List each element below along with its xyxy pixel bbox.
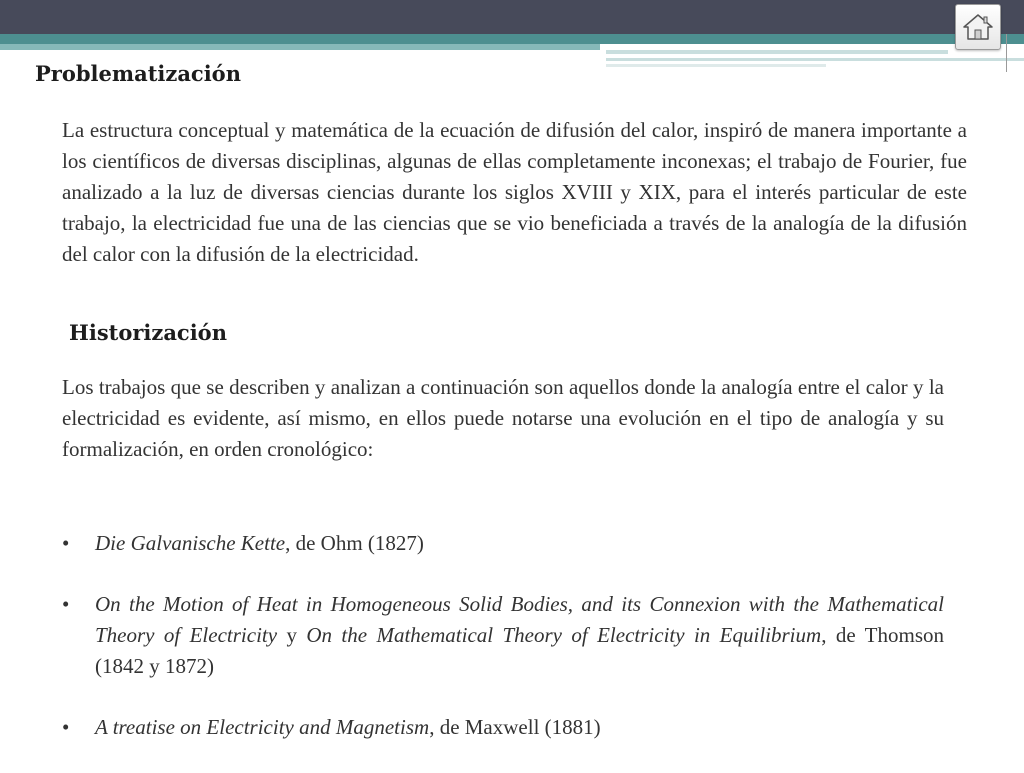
work-title: Die Galvanische Kette — [95, 531, 286, 555]
list-item — [62, 528, 944, 559]
conjunction: y — [277, 623, 307, 647]
heading-historizacion: Historización — [69, 320, 227, 345]
work-title: A treatise on Electricity and Magnetism — [95, 715, 430, 739]
work-title: On the Mathematical Theory of Electricity in Equilibrium — [306, 623, 822, 647]
header-accent-bar — [0, 34, 1024, 44]
decorative-line — [606, 64, 826, 67]
decorative-line — [606, 50, 948, 54]
heading-problematizacion: Problematización — [35, 61, 241, 86]
list-item — [62, 712, 944, 743]
work-author: , de Maxwell (1881) — [429, 715, 601, 739]
home-icon — [962, 11, 994, 43]
paragraph-historizacion: Los trabajos que se describen y analizan a continuación son aquellos donde la analogía entre el calor y la electricidad es evidente, así mismo, en ellos puede notarse una evolución en el tipo de analogía y su formalización, en orden cronológico: — [62, 375, 944, 461]
paragraph-problematizacion: La estructura conceptual y matemática de la ecuación de difusión del calor, inspiró de manera importante a los científicos de diversas disciplinas, algunas de ellas completamente inconexas; el trabajo de Fourier, fue analizado a la luz de diversas ciencias durante los siglos XVIII y XIX, para el interés particular de este trabajo, la electricidad fue una de las ciencias que se vio beneficiada a través de la analogía de la difusión del calor con la difusión de la electricidad. — [62, 118, 967, 266]
works-list — [62, 528, 944, 773]
decorative-line — [606, 58, 1024, 61]
home-button[interactable] — [955, 4, 1001, 50]
work-title: On the Motion of Heat in Homogeneous Solid Bodies, and its Connexion with the Mathematical Theory of Electricity — [95, 592, 944, 647]
work-author: , de Ohm (1827) — [285, 531, 424, 555]
decorative-line — [1006, 34, 1007, 72]
header-bar — [0, 0, 1024, 34]
work-author: , de Thomson (1842 y 1872) — [95, 623, 944, 678]
header-accent-bar-secondary — [0, 44, 600, 50]
list-item — [62, 589, 944, 682]
